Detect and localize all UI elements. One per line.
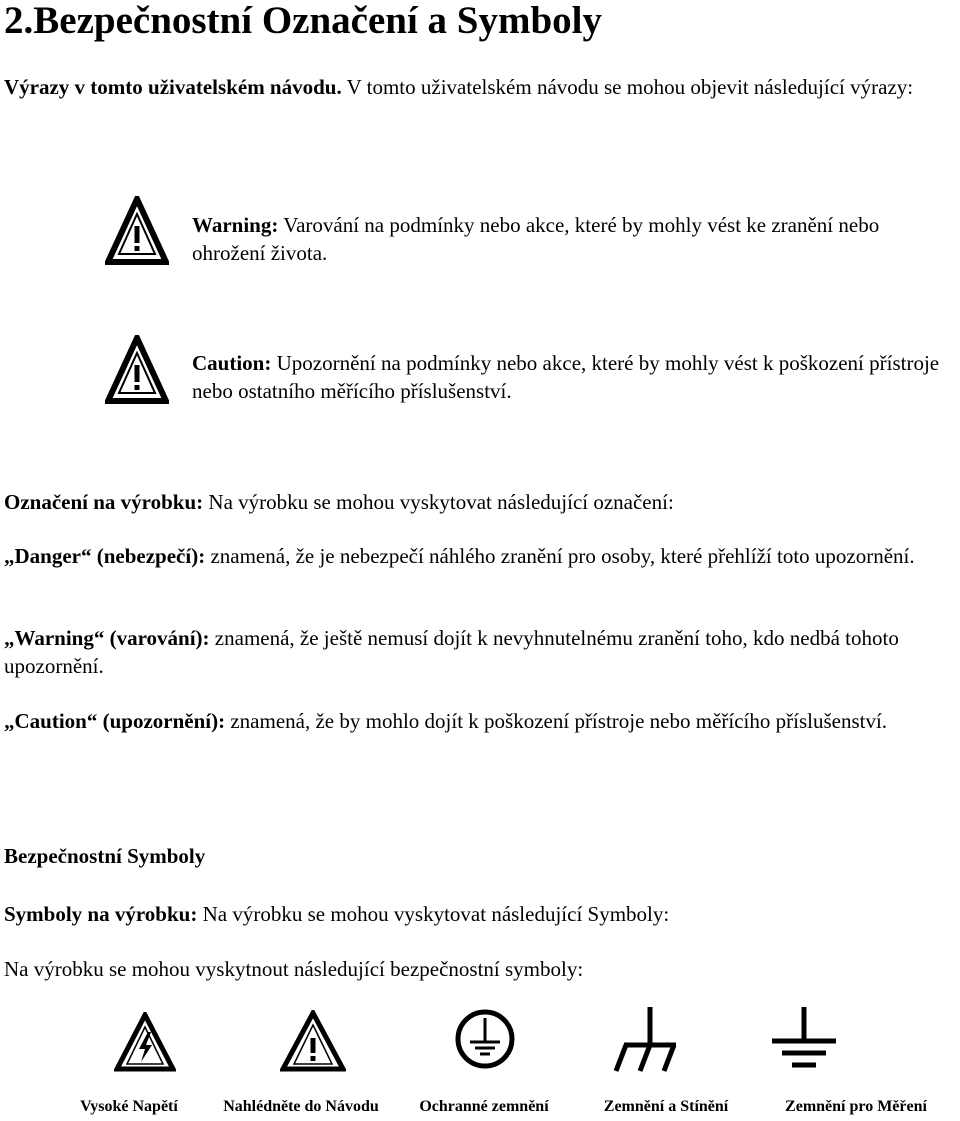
warning-def-label: „Warning“ (varování): bbox=[4, 626, 210, 650]
measurement-ground-icon bbox=[770, 1005, 838, 1071]
caution-label: Caution: bbox=[192, 351, 272, 375]
warning-def-text: znamená, že ještě nemusí dojít k nevyhnutelnému zranění toho, kdo nedbá tohoto upozornění. bbox=[4, 626, 899, 678]
danger-label: „Danger“ (nebezpečí): bbox=[4, 544, 206, 568]
product-marks-paragraph bbox=[4, 488, 956, 516]
symbols-intro-text: Na výrobku se mohou vyskytovat následující Symboly: bbox=[197, 902, 670, 926]
terms-label: Výrazy v tomto uživatelském návodu. bbox=[4, 75, 342, 99]
symbols-intro bbox=[4, 900, 956, 928]
caution-def-label: „Caution“ (upozornění): bbox=[4, 709, 226, 733]
warning-triangle-icon bbox=[105, 196, 169, 266]
symbol-caption-chassis-ground: Zemnění a Stínění bbox=[603, 1098, 729, 1115]
warning-triangle-icon bbox=[280, 1010, 346, 1072]
caution-definition bbox=[4, 707, 956, 735]
warning-label: Warning: bbox=[192, 213, 279, 237]
symbol-caption-measurement-ground: Zemnění pro Měření bbox=[785, 1098, 927, 1115]
symbol-caption-protective-earth: Ochranné zemnění bbox=[419, 1098, 549, 1115]
chassis-ground-icon bbox=[612, 1005, 680, 1075]
terms-paragraph bbox=[4, 73, 956, 101]
safety-symbols-heading: Bezpečnostní Symboly bbox=[4, 844, 206, 868]
product-marks-text: Na výrobku se mohou vyskytovat následující označení: bbox=[203, 490, 674, 514]
warning-definition bbox=[4, 624, 956, 680]
safety-symbols-line: Na výrobku se mohou vyskytnout následující bezpečnostní symboly: bbox=[4, 957, 584, 981]
page-title: 2.Bezpečnostní Označení a Symboly bbox=[4, 0, 603, 42]
protective-earth-icon bbox=[454, 1008, 516, 1070]
warning-paragraph bbox=[192, 211, 956, 267]
warning-triangle-icon bbox=[105, 335, 169, 405]
terms-text: V tomto uživatelském návodu se mohou objevit následující výrazy: bbox=[341, 75, 914, 99]
product-marks-label: Označení na výrobku: bbox=[4, 490, 204, 514]
symbol-caption-high-voltage: Vysoké Napětí bbox=[80, 1098, 178, 1115]
warning-text: Varování na podmínky nebo akce, které by mohly vést ke zranění nebo ohrožení života. bbox=[192, 213, 880, 265]
symbols-intro-label: Symboly na výrobku: bbox=[4, 902, 198, 926]
high-voltage-icon bbox=[114, 1012, 176, 1072]
symbol-caption-consult-manual: Nahlédněte do Návodu bbox=[223, 1098, 379, 1115]
danger-text: znamená, že je nebezpečí náhlého zranění pro osoby, které přehlíží toto upozornění. bbox=[205, 544, 915, 568]
caution-text: Upozornění na podmínky nebo akce, které by mohly vést k poškození přístroje nebo ostatního měřícího příslušenství. bbox=[192, 351, 940, 403]
danger-definition bbox=[4, 542, 956, 570]
caution-paragraph bbox=[192, 349, 956, 405]
caution-def-text: znamená, že by mohlo dojít k poškození přístroje nebo měřícího příslušenství. bbox=[225, 709, 888, 733]
